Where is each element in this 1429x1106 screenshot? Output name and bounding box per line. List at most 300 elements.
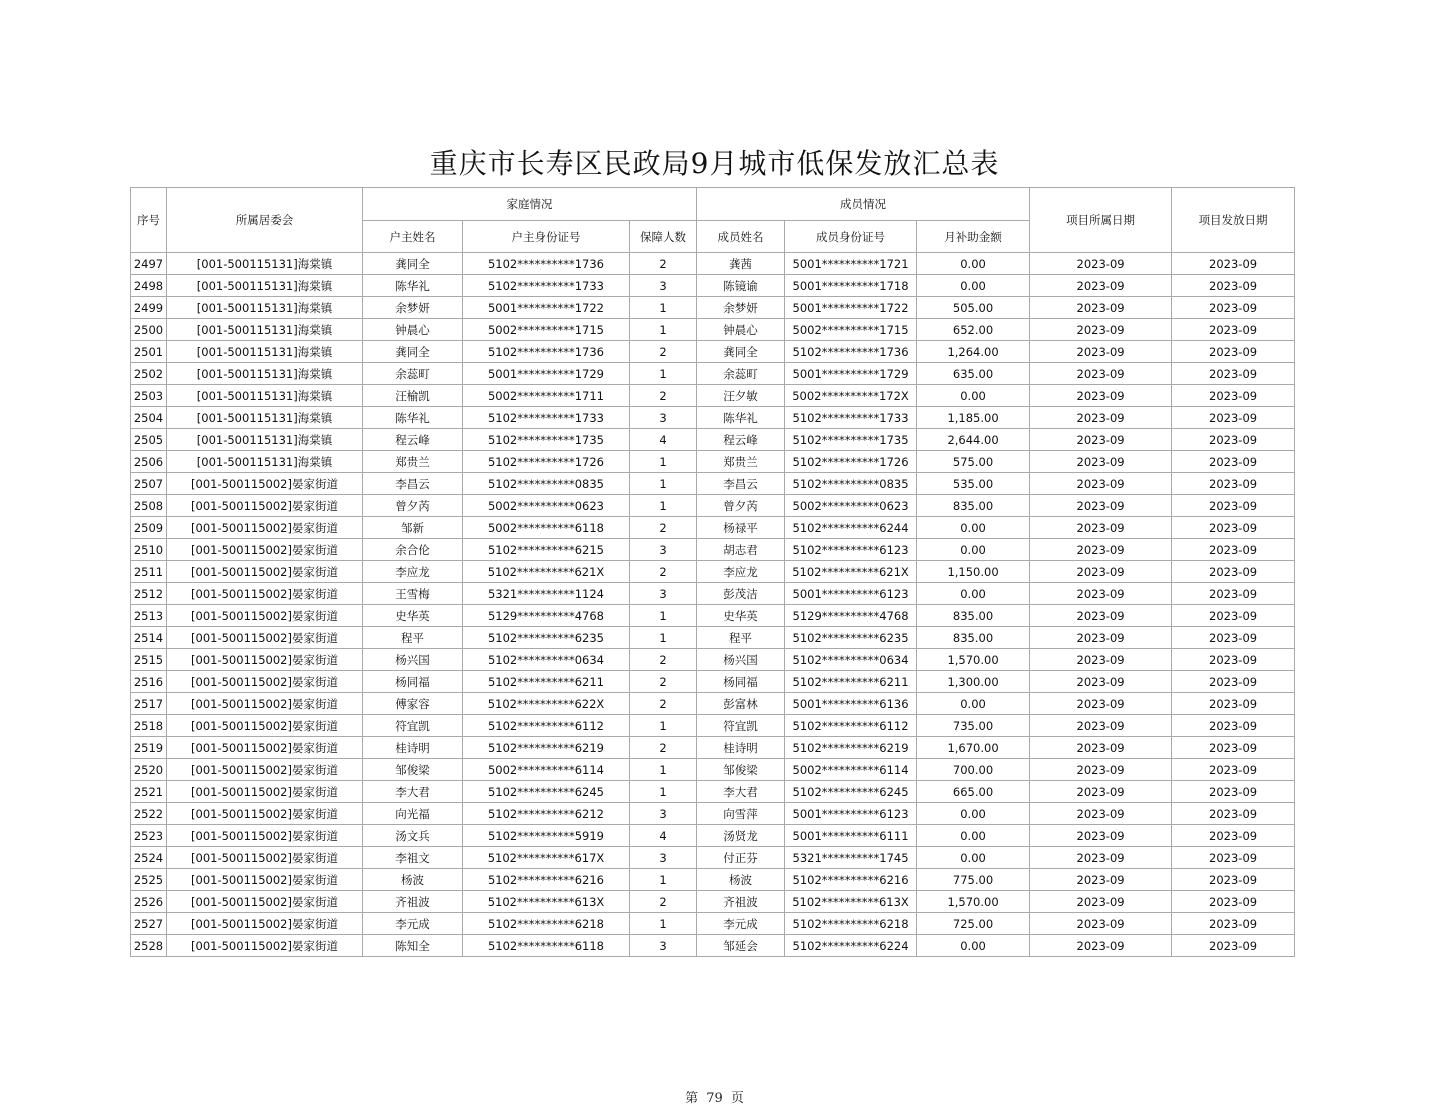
member-name-cell: 史华英 xyxy=(697,605,785,627)
seq-cell: 2511 xyxy=(131,561,167,583)
count-cell: 1 xyxy=(630,605,697,627)
issue-date-cell: 2023-09 xyxy=(1172,253,1295,275)
project-date-cell: 2023-09 xyxy=(1030,825,1172,847)
project-date-cell: 2023-09 xyxy=(1030,451,1172,473)
head-name-cell: 陈知全 xyxy=(363,935,463,957)
committee-cell: [001-500115002]晏家街道 xyxy=(167,605,363,627)
head-name-cell: 陈华礼 xyxy=(363,275,463,297)
member-id-cell: 5102**********0634 xyxy=(785,649,917,671)
head-id-cell: 5102**********622X xyxy=(463,693,630,715)
project-date-cell: 2023-09 xyxy=(1030,869,1172,891)
member-id-cell: 5102**********6244 xyxy=(785,517,917,539)
head-name-cell: 傅家容 xyxy=(363,693,463,715)
member-name-cell: 陈华礼 xyxy=(697,407,785,429)
member-id-cell: 5001**********6111 xyxy=(785,825,917,847)
member-id-cell: 5001**********1721 xyxy=(785,253,917,275)
count-cell: 3 xyxy=(630,275,697,297)
header-project-date: 项目所属日期 xyxy=(1030,188,1172,253)
member-id-cell: 5002**********0623 xyxy=(785,495,917,517)
head-name-cell: 程云峰 xyxy=(363,429,463,451)
head-name-cell: 李应龙 xyxy=(363,561,463,583)
project-date-cell: 2023-09 xyxy=(1030,847,1172,869)
header-member-id: 成员身份证号 xyxy=(785,221,917,253)
committee-cell: [001-500115002]晏家街道 xyxy=(167,473,363,495)
table-row xyxy=(131,693,1295,715)
amount-cell: 1,570.00 xyxy=(917,891,1030,913)
head-id-cell: 5002**********0623 xyxy=(463,495,630,517)
member-id-cell: 5102**********613X xyxy=(785,891,917,913)
issue-date-cell: 2023-09 xyxy=(1172,605,1295,627)
seq-cell: 2514 xyxy=(131,627,167,649)
table-row xyxy=(131,715,1295,737)
member-id-cell: 5102**********621X xyxy=(785,561,917,583)
table-row xyxy=(131,363,1295,385)
amount-cell: 835.00 xyxy=(917,605,1030,627)
amount-cell: 575.00 xyxy=(917,451,1030,473)
project-date-cell: 2023-09 xyxy=(1030,517,1172,539)
member-name-cell: 钟晨心 xyxy=(697,319,785,341)
member-name-cell: 胡志君 xyxy=(697,539,785,561)
project-date-cell: 2023-09 xyxy=(1030,363,1172,385)
project-date-cell: 2023-09 xyxy=(1030,693,1172,715)
committee-cell: [001-500115131]海棠镇 xyxy=(167,297,363,319)
issue-date-cell: 2023-09 xyxy=(1172,297,1295,319)
header-seq: 序号 xyxy=(131,188,167,253)
amount-cell: 0.00 xyxy=(917,539,1030,561)
committee-cell: [001-500115002]晏家街道 xyxy=(167,539,363,561)
project-date-cell: 2023-09 xyxy=(1030,649,1172,671)
seq-cell: 2526 xyxy=(131,891,167,913)
member-id-cell: 5321**********1745 xyxy=(785,847,917,869)
amount-cell: 535.00 xyxy=(917,473,1030,495)
member-name-cell: 彭茂洁 xyxy=(697,583,785,605)
head-id-cell: 5002**********1711 xyxy=(463,385,630,407)
count-cell: 3 xyxy=(630,935,697,957)
table-row xyxy=(131,539,1295,561)
committee-cell: [001-500115131]海棠镇 xyxy=(167,385,363,407)
head-name-cell: 龚同全 xyxy=(363,253,463,275)
seq-cell: 2528 xyxy=(131,935,167,957)
table-row xyxy=(131,561,1295,583)
head-name-cell: 汤文兵 xyxy=(363,825,463,847)
committee-cell: [001-500115131]海棠镇 xyxy=(167,253,363,275)
issue-date-cell: 2023-09 xyxy=(1172,891,1295,913)
count-cell: 1 xyxy=(630,363,697,385)
count-cell: 1 xyxy=(630,451,697,473)
amount-cell: 0.00 xyxy=(917,825,1030,847)
head-name-cell: 汪榆凯 xyxy=(363,385,463,407)
committee-cell: [001-500115002]晏家街道 xyxy=(167,759,363,781)
seq-cell: 2516 xyxy=(131,671,167,693)
issue-date-cell: 2023-09 xyxy=(1172,693,1295,715)
count-cell: 4 xyxy=(630,825,697,847)
amount-cell: 1,150.00 xyxy=(917,561,1030,583)
member-name-cell: 程平 xyxy=(697,627,785,649)
seq-cell: 2527 xyxy=(131,913,167,935)
member-name-cell: 李元成 xyxy=(697,913,785,935)
member-id-cell: 5102**********6245 xyxy=(785,781,917,803)
head-name-cell: 杨同福 xyxy=(363,671,463,693)
table-row xyxy=(131,341,1295,363)
head-id-cell: 5102**********1736 xyxy=(463,341,630,363)
project-date-cell: 2023-09 xyxy=(1030,473,1172,495)
member-id-cell: 5001**********6123 xyxy=(785,803,917,825)
count-cell: 2 xyxy=(630,385,697,407)
head-id-cell: 5001**********1729 xyxy=(463,363,630,385)
project-date-cell: 2023-09 xyxy=(1030,297,1172,319)
committee-cell: [001-500115002]晏家街道 xyxy=(167,517,363,539)
table-row xyxy=(131,583,1295,605)
member-id-cell: 5102**********6123 xyxy=(785,539,917,561)
issue-date-cell: 2023-09 xyxy=(1172,495,1295,517)
project-date-cell: 2023-09 xyxy=(1030,803,1172,825)
seq-cell: 2505 xyxy=(131,429,167,451)
amount-cell: 0.00 xyxy=(917,935,1030,957)
table-row xyxy=(131,297,1295,319)
table-row xyxy=(131,495,1295,517)
member-name-cell: 付正芬 xyxy=(697,847,785,869)
head-name-cell: 王雪梅 xyxy=(363,583,463,605)
seq-cell: 2525 xyxy=(131,869,167,891)
count-cell: 1 xyxy=(630,627,697,649)
member-id-cell: 5002**********6114 xyxy=(785,759,917,781)
member-name-cell: 符宜凯 xyxy=(697,715,785,737)
amount-cell: 735.00 xyxy=(917,715,1030,737)
table-row xyxy=(131,737,1295,759)
issue-date-cell: 2023-09 xyxy=(1172,429,1295,451)
member-name-cell: 陈镜谕 xyxy=(697,275,785,297)
head-name-cell: 余合伦 xyxy=(363,539,463,561)
head-id-cell: 5102**********6216 xyxy=(463,869,630,891)
head-id-cell: 5001**********1722 xyxy=(463,297,630,319)
project-date-cell: 2023-09 xyxy=(1030,561,1172,583)
amount-cell: 835.00 xyxy=(917,627,1030,649)
project-date-cell: 2023-09 xyxy=(1030,407,1172,429)
page-title: 重庆市长寿区民政局9月城市低保发放汇总表 xyxy=(429,147,1000,180)
issue-date-cell: 2023-09 xyxy=(1172,319,1295,341)
project-date-cell: 2023-09 xyxy=(1030,495,1172,517)
head-id-cell: 5102**********6215 xyxy=(463,539,630,561)
member-id-cell: 5102**********0835 xyxy=(785,473,917,495)
seq-cell: 2508 xyxy=(131,495,167,517)
head-id-cell: 5102**********1735 xyxy=(463,429,630,451)
count-cell: 1 xyxy=(630,319,697,341)
committee-cell: [001-500115002]晏家街道 xyxy=(167,913,363,935)
count-cell: 4 xyxy=(630,429,697,451)
member-name-cell: 杨同福 xyxy=(697,671,785,693)
header-member-group: 成员情况 xyxy=(697,188,1030,221)
amount-cell: 1,570.00 xyxy=(917,649,1030,671)
head-id-cell: 5102**********1733 xyxy=(463,275,630,297)
count-cell: 1 xyxy=(630,869,697,891)
member-id-cell: 5001**********1722 xyxy=(785,297,917,319)
committee-cell: [001-500115002]晏家街道 xyxy=(167,935,363,957)
table-row xyxy=(131,869,1295,891)
committee-cell: [001-500115131]海棠镇 xyxy=(167,319,363,341)
seq-cell: 2520 xyxy=(131,759,167,781)
count-cell: 1 xyxy=(630,495,697,517)
issue-date-cell: 2023-09 xyxy=(1172,781,1295,803)
issue-date-cell: 2023-09 xyxy=(1172,649,1295,671)
count-cell: 2 xyxy=(630,341,697,363)
issue-date-cell: 2023-09 xyxy=(1172,561,1295,583)
committee-cell: [001-500115002]晏家街道 xyxy=(167,825,363,847)
committee-cell: [001-500115002]晏家街道 xyxy=(167,803,363,825)
count-cell: 1 xyxy=(630,781,697,803)
issue-date-cell: 2023-09 xyxy=(1172,363,1295,385)
member-name-cell: 邹延会 xyxy=(697,935,785,957)
count-cell: 3 xyxy=(630,847,697,869)
member-name-cell: 汪夕敏 xyxy=(697,385,785,407)
member-name-cell: 龚茜 xyxy=(697,253,785,275)
count-cell: 1 xyxy=(630,913,697,935)
project-date-cell: 2023-09 xyxy=(1030,583,1172,605)
head-id-cell: 5102**********617X xyxy=(463,847,630,869)
issue-date-cell: 2023-09 xyxy=(1172,715,1295,737)
header-head-name: 户主姓名 xyxy=(363,221,463,253)
member-name-cell: 杨禄平 xyxy=(697,517,785,539)
head-id-cell: 5102**********6245 xyxy=(463,781,630,803)
seq-cell: 2507 xyxy=(131,473,167,495)
member-name-cell: 邹俊梁 xyxy=(697,759,785,781)
amount-cell: 2,644.00 xyxy=(917,429,1030,451)
member-name-cell: 杨兴国 xyxy=(697,649,785,671)
committee-cell: [001-500115131]海棠镇 xyxy=(167,429,363,451)
amount-cell: 0.00 xyxy=(917,517,1030,539)
member-id-cell: 5001**********6123 xyxy=(785,583,917,605)
table-row xyxy=(131,605,1295,627)
project-date-cell: 2023-09 xyxy=(1030,627,1172,649)
amount-cell: 0.00 xyxy=(917,803,1030,825)
head-name-cell: 余蕊町 xyxy=(363,363,463,385)
issue-date-cell: 2023-09 xyxy=(1172,671,1295,693)
count-cell: 1 xyxy=(630,473,697,495)
project-date-cell: 2023-09 xyxy=(1030,605,1172,627)
header-member-name: 成员姓名 xyxy=(697,221,785,253)
head-name-cell: 齐祖波 xyxy=(363,891,463,913)
head-name-cell: 杨波 xyxy=(363,869,463,891)
table-row xyxy=(131,847,1295,869)
count-cell: 3 xyxy=(630,407,697,429)
table-row xyxy=(131,803,1295,825)
head-name-cell: 史华英 xyxy=(363,605,463,627)
project-date-cell: 2023-09 xyxy=(1030,319,1172,341)
head-name-cell: 邹俊梁 xyxy=(363,759,463,781)
amount-cell: 0.00 xyxy=(917,385,1030,407)
project-date-cell: 2023-09 xyxy=(1030,539,1172,561)
member-name-cell: 余梦妍 xyxy=(697,297,785,319)
member-id-cell: 5102**********6112 xyxy=(785,715,917,737)
committee-cell: [001-500115002]晏家街道 xyxy=(167,671,363,693)
table-row xyxy=(131,451,1295,473)
member-name-cell: 汤贤龙 xyxy=(697,825,785,847)
seq-cell: 2523 xyxy=(131,825,167,847)
member-id-cell: 5102**********6211 xyxy=(785,671,917,693)
member-id-cell: 5102**********1736 xyxy=(785,341,917,363)
issue-date-cell: 2023-09 xyxy=(1172,385,1295,407)
head-name-cell: 李大君 xyxy=(363,781,463,803)
issue-date-cell: 2023-09 xyxy=(1172,451,1295,473)
table-row xyxy=(131,385,1295,407)
table-row xyxy=(131,319,1295,341)
committee-cell: [001-500115002]晏家街道 xyxy=(167,649,363,671)
project-date-cell: 2023-09 xyxy=(1030,385,1172,407)
seq-cell: 2509 xyxy=(131,517,167,539)
head-name-cell: 陈华礼 xyxy=(363,407,463,429)
head-name-cell: 桂诗明 xyxy=(363,737,463,759)
head-id-cell: 5102**********1726 xyxy=(463,451,630,473)
member-name-cell: 程云峰 xyxy=(697,429,785,451)
amount-cell: 0.00 xyxy=(917,847,1030,869)
committee-cell: [001-500115131]海棠镇 xyxy=(167,275,363,297)
seq-cell: 2498 xyxy=(131,275,167,297)
amount-cell: 835.00 xyxy=(917,495,1030,517)
member-name-cell: 龚同全 xyxy=(697,341,785,363)
table-row xyxy=(131,627,1295,649)
project-date-cell: 2023-09 xyxy=(1030,935,1172,957)
head-id-cell: 5102**********0634 xyxy=(463,649,630,671)
project-date-cell: 2023-09 xyxy=(1030,781,1172,803)
head-id-cell: 5102**********6118 xyxy=(463,935,630,957)
seq-cell: 2501 xyxy=(131,341,167,363)
seq-cell: 2503 xyxy=(131,385,167,407)
project-date-cell: 2023-09 xyxy=(1030,671,1172,693)
committee-cell: [001-500115002]晏家街道 xyxy=(167,627,363,649)
issue-date-cell: 2023-09 xyxy=(1172,759,1295,781)
head-id-cell: 5102**********6212 xyxy=(463,803,630,825)
issue-date-cell: 2023-09 xyxy=(1172,627,1295,649)
committee-cell: [001-500115002]晏家街道 xyxy=(167,847,363,869)
table-row xyxy=(131,913,1295,935)
project-date-cell: 2023-09 xyxy=(1030,913,1172,935)
head-id-cell: 5102**********0835 xyxy=(463,473,630,495)
project-date-cell: 2023-09 xyxy=(1030,253,1172,275)
seq-cell: 2513 xyxy=(131,605,167,627)
seq-cell: 2518 xyxy=(131,715,167,737)
member-name-cell: 李应龙 xyxy=(697,561,785,583)
member-name-cell: 李大君 xyxy=(697,781,785,803)
table-row xyxy=(131,759,1295,781)
count-cell: 2 xyxy=(630,671,697,693)
head-id-cell: 5102**********6219 xyxy=(463,737,630,759)
count-cell: 3 xyxy=(630,803,697,825)
committee-cell: [001-500115002]晏家街道 xyxy=(167,693,363,715)
head-id-cell: 5102**********6235 xyxy=(463,627,630,649)
table-row xyxy=(131,517,1295,539)
issue-date-cell: 2023-09 xyxy=(1172,583,1295,605)
head-name-cell: 程平 xyxy=(363,627,463,649)
seq-cell: 2506 xyxy=(131,451,167,473)
project-date-cell: 2023-09 xyxy=(1030,429,1172,451)
head-id-cell: 5002**********1715 xyxy=(463,319,630,341)
amount-cell: 1,670.00 xyxy=(917,737,1030,759)
project-date-cell: 2023-09 xyxy=(1030,715,1172,737)
header-issue-date: 项目发放日期 xyxy=(1172,188,1295,253)
table-body xyxy=(131,253,1295,957)
seq-cell: 2502 xyxy=(131,363,167,385)
head-id-cell: 5102**********6218 xyxy=(463,913,630,935)
member-id-cell: 5001**********1718 xyxy=(785,275,917,297)
amount-cell: 0.00 xyxy=(917,275,1030,297)
table-row xyxy=(131,407,1295,429)
head-id-cell: 5102**********5919 xyxy=(463,825,630,847)
head-name-cell: 曾夕芮 xyxy=(363,495,463,517)
relief-summary-table xyxy=(130,187,1295,957)
issue-date-cell: 2023-09 xyxy=(1172,803,1295,825)
committee-cell: [001-500115002]晏家街道 xyxy=(167,891,363,913)
count-cell: 2 xyxy=(630,649,697,671)
member-id-cell: 5002**********1715 xyxy=(785,319,917,341)
head-id-cell: 5102**********613X xyxy=(463,891,630,913)
amount-cell: 725.00 xyxy=(917,913,1030,935)
amount-cell: 1,300.00 xyxy=(917,671,1030,693)
committee-cell: [001-500115002]晏家街道 xyxy=(167,561,363,583)
member-id-cell: 5102**********6218 xyxy=(785,913,917,935)
project-date-cell: 2023-09 xyxy=(1030,341,1172,363)
header-committee: 所属居委会 xyxy=(167,188,363,253)
member-id-cell: 5102**********1733 xyxy=(785,407,917,429)
member-id-cell: 5102**********1735 xyxy=(785,429,917,451)
member-name-cell: 曾夕芮 xyxy=(697,495,785,517)
seq-cell: 2499 xyxy=(131,297,167,319)
table-row xyxy=(131,253,1295,275)
member-name-cell: 李昌云 xyxy=(697,473,785,495)
amount-cell: 0.00 xyxy=(917,583,1030,605)
issue-date-cell: 2023-09 xyxy=(1172,275,1295,297)
member-id-cell: 5102**********6219 xyxy=(785,737,917,759)
count-cell: 1 xyxy=(630,759,697,781)
amount-cell: 635.00 xyxy=(917,363,1030,385)
amount-cell: 0.00 xyxy=(917,253,1030,275)
member-name-cell: 杨波 xyxy=(697,869,785,891)
head-name-cell: 龚同全 xyxy=(363,341,463,363)
issue-date-cell: 2023-09 xyxy=(1172,473,1295,495)
member-id-cell: 5129**********4768 xyxy=(785,605,917,627)
amount-cell: 1,185.00 xyxy=(917,407,1030,429)
amount-cell: 1,264.00 xyxy=(917,341,1030,363)
member-id-cell: 5102**********6224 xyxy=(785,935,917,957)
header-family-group: 家庭情况 xyxy=(363,188,697,221)
seq-cell: 2497 xyxy=(131,253,167,275)
count-cell: 3 xyxy=(630,539,697,561)
seq-cell: 2522 xyxy=(131,803,167,825)
project-date-cell: 2023-09 xyxy=(1030,759,1172,781)
seq-cell: 2512 xyxy=(131,583,167,605)
issue-date-cell: 2023-09 xyxy=(1172,539,1295,561)
member-id-cell: 5102**********1726 xyxy=(785,451,917,473)
table-row xyxy=(131,891,1295,913)
committee-cell: [001-500115002]晏家街道 xyxy=(167,495,363,517)
committee-cell: [001-500115131]海棠镇 xyxy=(167,451,363,473)
amount-cell: 700.00 xyxy=(917,759,1030,781)
table-row xyxy=(131,935,1295,957)
seq-cell: 2515 xyxy=(131,649,167,671)
seq-cell: 2510 xyxy=(131,539,167,561)
head-id-cell: 5102**********1733 xyxy=(463,407,630,429)
head-name-cell: 李元成 xyxy=(363,913,463,935)
table-row xyxy=(131,275,1295,297)
project-date-cell: 2023-09 xyxy=(1030,891,1172,913)
count-cell: 2 xyxy=(630,891,697,913)
seq-cell: 2517 xyxy=(131,693,167,715)
issue-date-cell: 2023-09 xyxy=(1172,517,1295,539)
header-head-id: 户主身份证号 xyxy=(463,221,630,253)
head-name-cell: 向光福 xyxy=(363,803,463,825)
head-id-cell: 5102**********621X xyxy=(463,561,630,583)
table-row xyxy=(131,473,1295,495)
head-id-cell: 5102**********6112 xyxy=(463,715,630,737)
head-name-cell: 符宜凯 xyxy=(363,715,463,737)
